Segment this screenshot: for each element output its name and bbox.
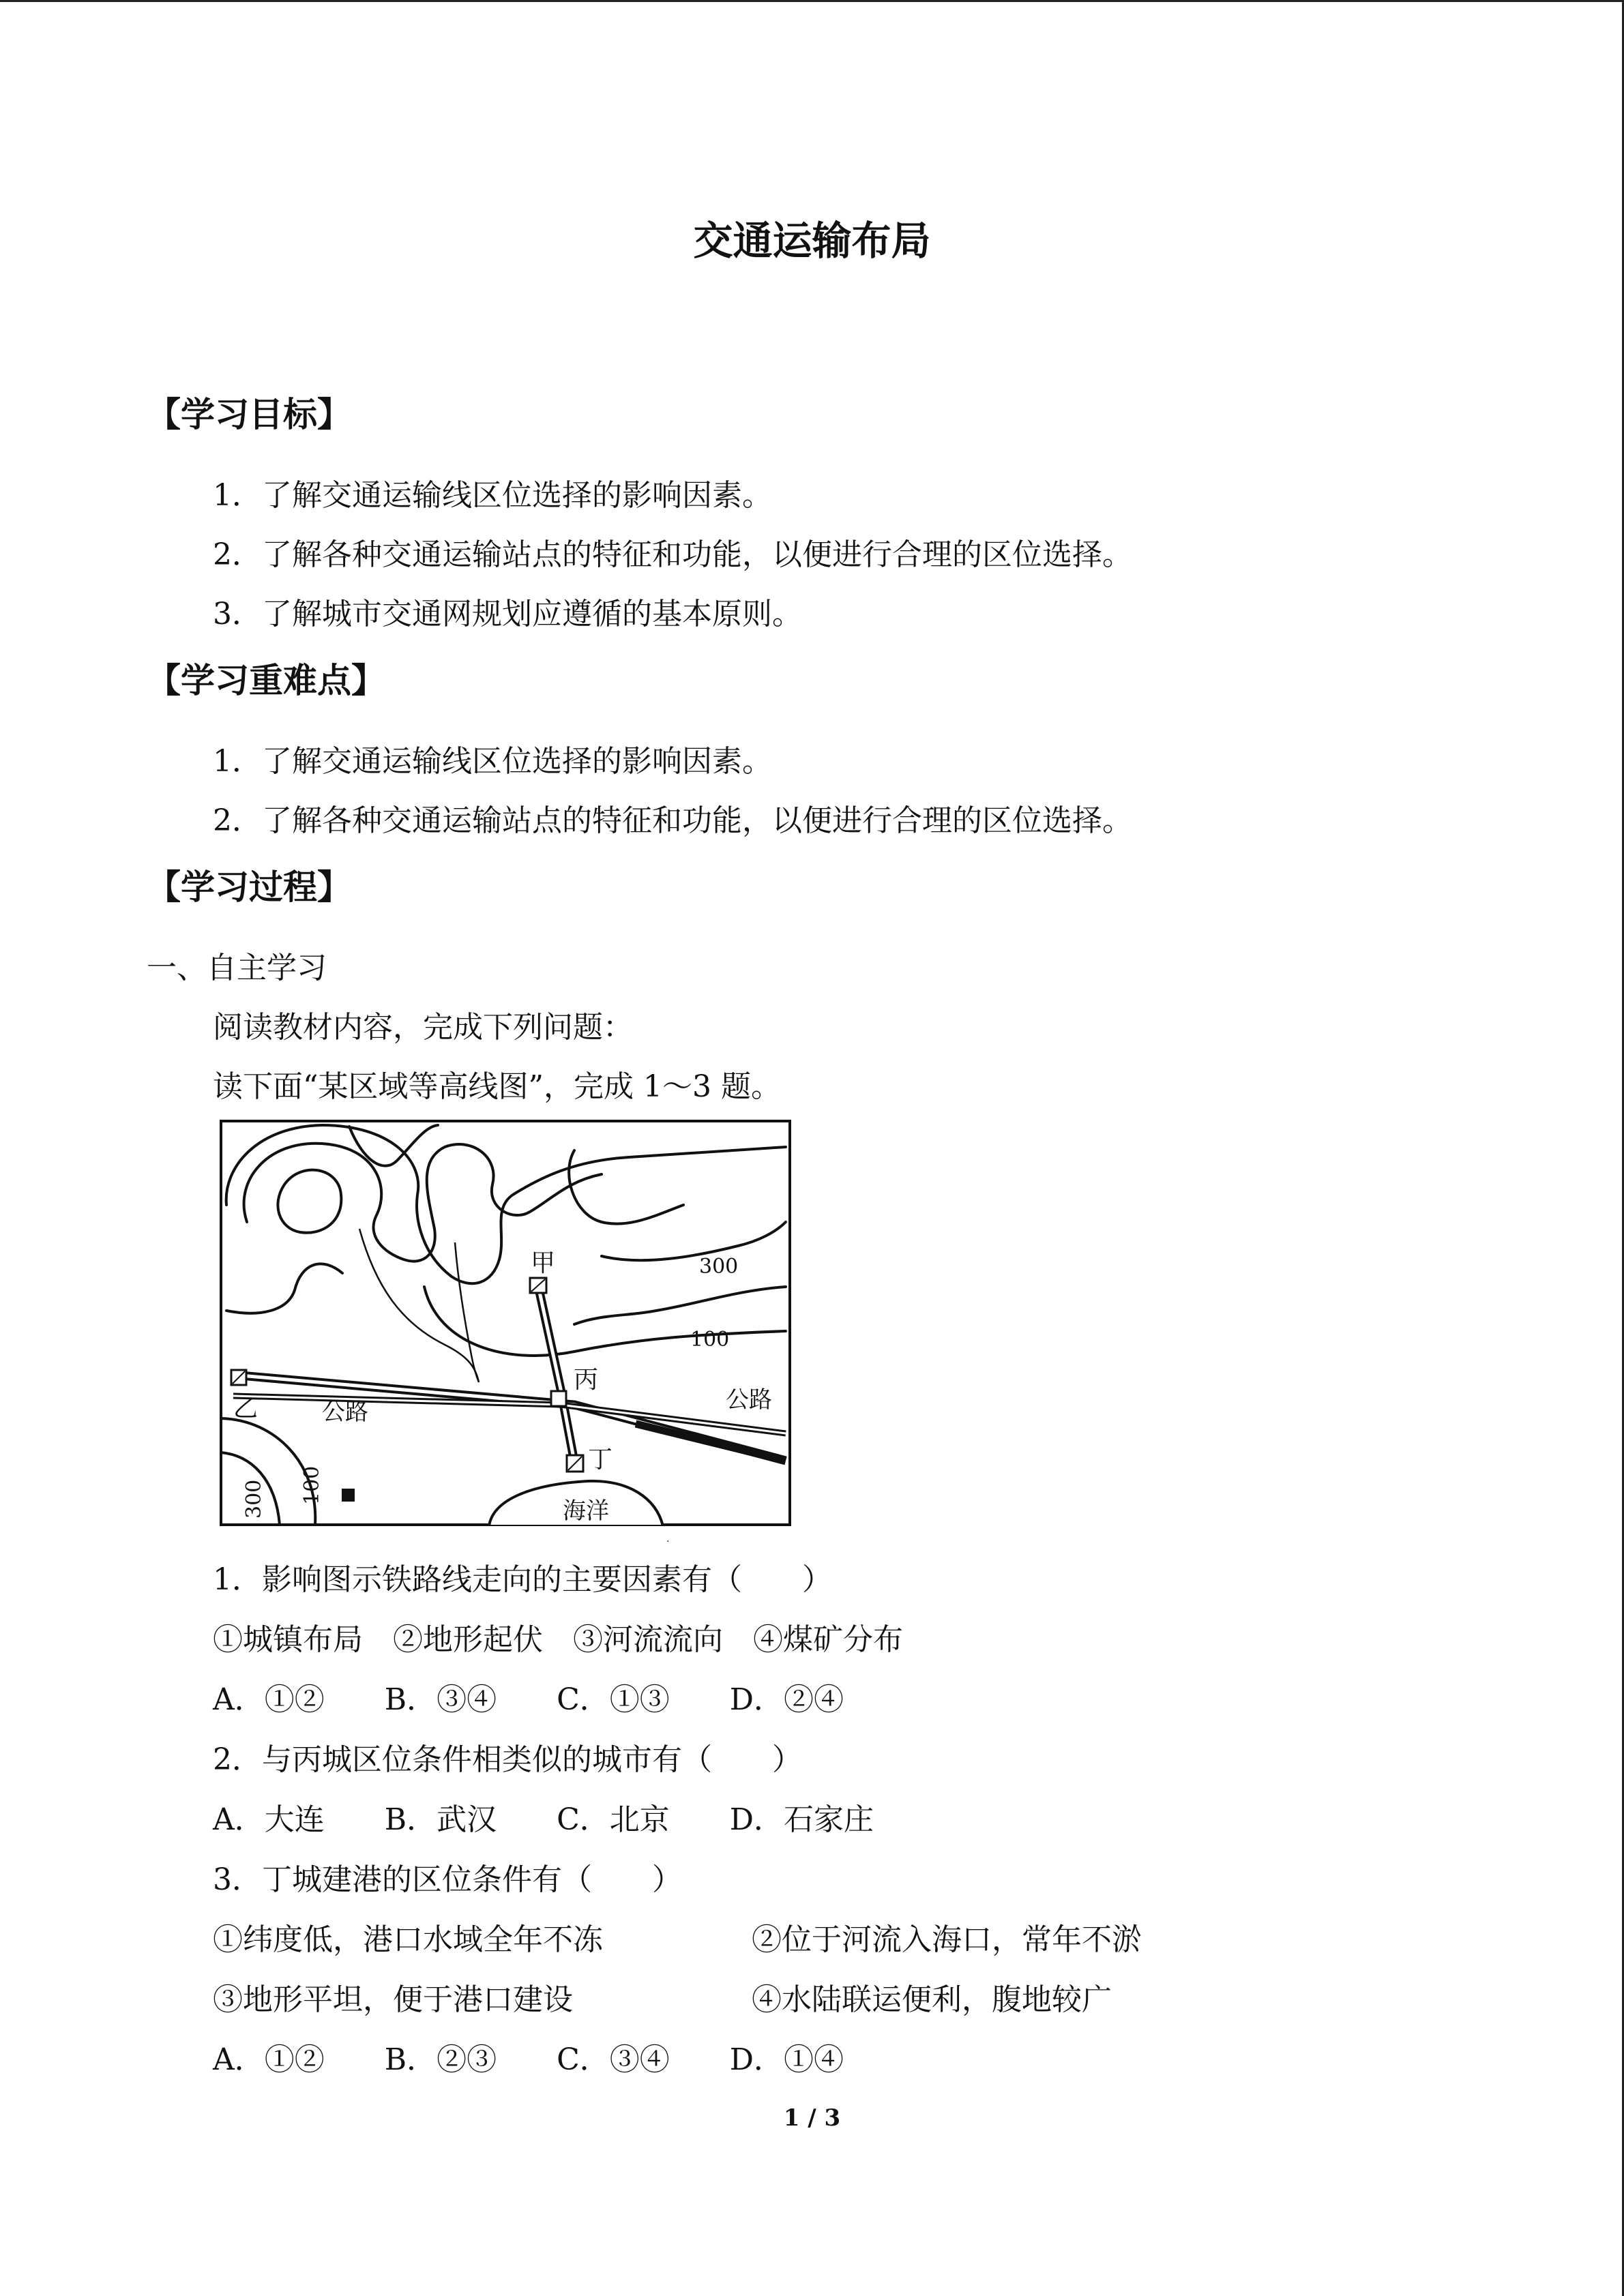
q2-choices: A．大连 B．武汉 C．北京 D．石家庄 — [213, 1802, 874, 1837]
q3-stem: 3．丁城建港的区位条件有（ ） — [213, 1862, 682, 1897]
objective-item-2: 2．了解各种交通运输站点的特征和功能，以便进行合理的区位选择。 — [213, 537, 1132, 572]
map-caption-mark: · — [666, 1536, 670, 1547]
process-subheading: 一、自主学习 — [147, 951, 327, 985]
label-road-left: 公路 — [322, 1399, 368, 1426]
label-road-right: 公路 — [726, 1386, 772, 1414]
label-ding: 丁 — [588, 1446, 613, 1474]
process-intro-2: 读下面“某区域等高线图”，完成 1～3 题。 — [213, 1069, 781, 1104]
objective-item-1: 1．了解交通运输线区位选择的影响因素。 — [213, 478, 772, 513]
objectives-heading: 【学习目标】 — [147, 394, 351, 434]
page-top-border — [0, 0, 1624, 2]
q3-option-3: ③地形平坦，便于港口建设 — [213, 1982, 573, 2017]
q1-choices: A．①② B．③④ C．①③ D．②④ — [213, 1682, 844, 1717]
q3-choices: A．①② B．②③ C．③④ D．①④ — [213, 2042, 844, 2077]
label-contour-100-top: 100 — [690, 1328, 730, 1352]
q3-option-4: ④水陆联运便利，腹地较广 — [752, 1982, 1112, 2017]
page-title: 交通运输布局 — [693, 218, 931, 264]
page-number: 1 / 3 — [783, 2104, 841, 2132]
keypoints-heading: 【学习重难点】 — [147, 660, 385, 700]
coal-mine-marker — [342, 1489, 355, 1502]
q3-option-1: ①纬度低，港口水域全年不冻 — [213, 1922, 603, 1957]
map-frame — [221, 1121, 790, 1525]
label-contour-300-left: 300 — [242, 1479, 266, 1519]
keypoint-item-1: 1．了解交通运输线区位选择的影响因素。 — [213, 744, 772, 779]
q1-options: ①城镇布局 ②地形起伏 ③河流流向 ④煤矿分布 — [213, 1622, 903, 1657]
q2-stem: 2．与丙城区位条件相类似的城市有（ ） — [213, 1742, 802, 1777]
label-ocean: 海洋 — [563, 1497, 609, 1525]
contour-map — [220, 1120, 791, 1526]
label-jia: 甲 — [531, 1249, 556, 1277]
q1-stem: 1．影响图示铁路线走向的主要因素有（ ） — [213, 1562, 832, 1597]
keypoint-item-2: 2．了解各种交通运输站点的特征和功能，以便进行合理的区位选择。 — [213, 803, 1132, 838]
label-yi: 乙 — [233, 1395, 259, 1422]
process-heading: 【学习过程】 — [147, 867, 351, 907]
process-intro-1: 阅读教材内容，完成下列问题： — [213, 1010, 633, 1045]
q3-option-2: ②位于河流入海口，常年不淤 — [752, 1922, 1142, 1957]
label-bing: 丙 — [574, 1366, 599, 1394]
objective-item-3: 3．了解城市交通网规划应遵循的基本原则。 — [213, 597, 802, 631]
label-contour-100-left: 100 — [300, 1465, 324, 1505]
label-contour-300-top: 300 — [699, 1255, 739, 1279]
